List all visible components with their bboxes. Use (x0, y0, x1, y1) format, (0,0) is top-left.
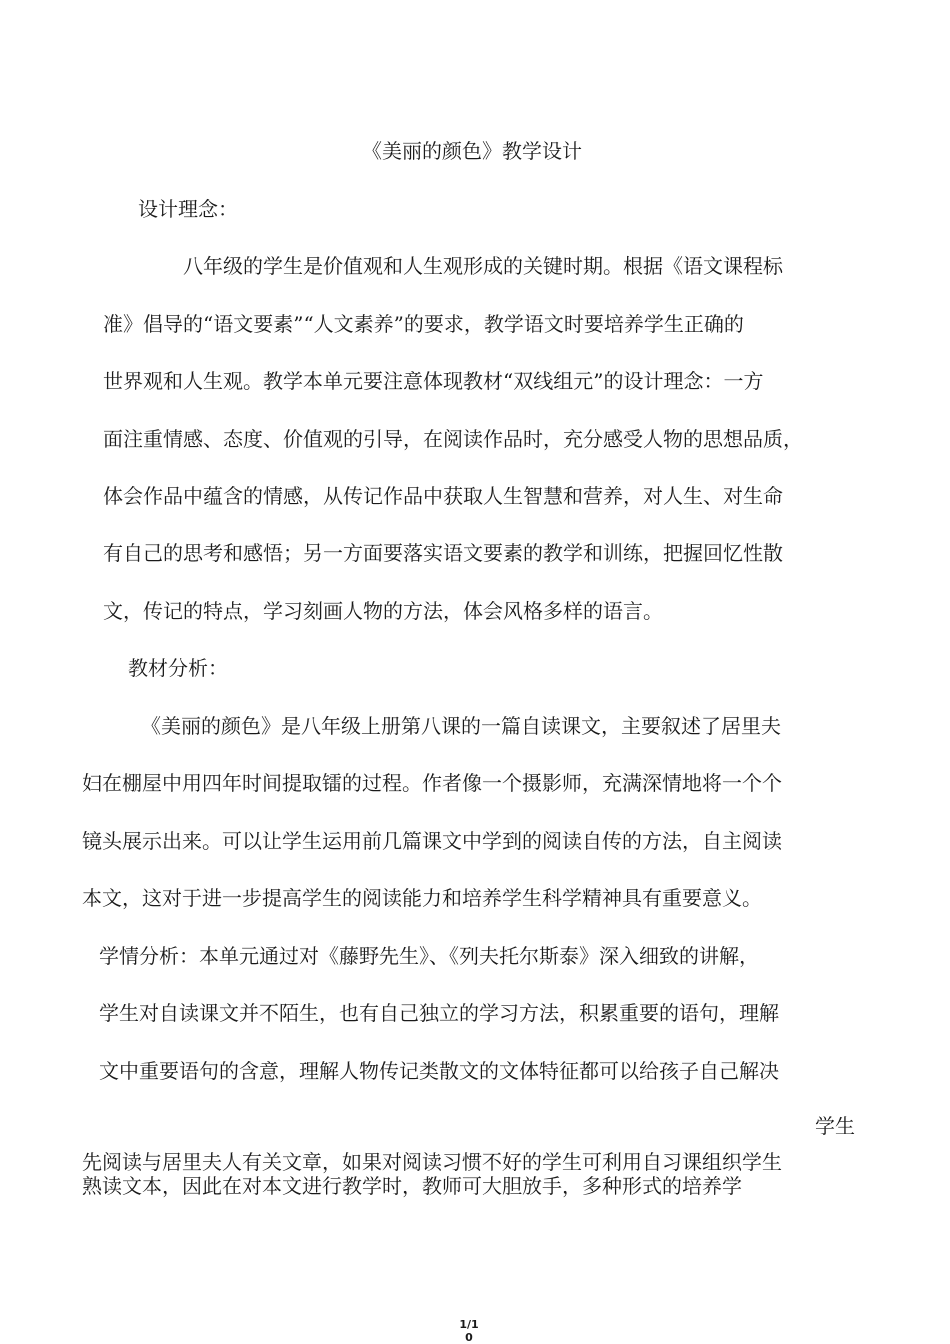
textbook-analysis-heading: 教材分析： (128, 656, 228, 680)
paragraph-line: 准》倡导的“语文要素”“人文素养”的要求，教学语文时要培养学生正确的 (103, 312, 744, 336)
paragraph-line: 面注重情感、态度、价值观的引导，在阅读作品时，充分感受人物的思想品质， (103, 427, 803, 451)
trailing-word: 学生 (815, 1114, 855, 1138)
document-title: 《美丽的颜色》教学设计 (362, 139, 582, 163)
paragraph-line: 体会作品中蕴含的情感，从传记作品中获取人生智慧和营养，对人生、对生命 (103, 484, 783, 508)
paragraph-line: 镜头展示出来。可以让学生运用前几篇课文中学到的阅读自传的方法，自主阅读 (82, 829, 782, 853)
paragraph-line: 先阅读与居里夫人有关文章，如果对阅读习惯不好的学生可利用自习课组织学生 (82, 1150, 782, 1174)
page-number: 1/10 (459, 1318, 479, 1344)
paragraph-line: 世界观和人生观。教学本单元要注意体现教材“双线组元”的设计理念：一方 (103, 369, 764, 393)
paragraph-line: 本文，这对于进一步提高学生的阅读能力和培养学生科学精神具有重要意义。 (82, 886, 762, 910)
paragraph-line: 八年级的学生是价值观和人生观形成的关键时期。根据《语文课程标 (183, 254, 783, 278)
paragraph-line: 文，传记的特点，学习刻画人物的方法，体会风格多样的语言。 (103, 599, 663, 623)
paragraph-line: 《美丽的颜色》是八年级上册第八课的一篇自读课文，主要叙述了居里夫 (141, 714, 781, 738)
learner-analysis-line: 学情分析：本单元通过对《藤野先生》、《列夫托尔斯泰》深入细致的讲解， (99, 944, 759, 968)
paragraph-line: 学生对自读课文并不陌生，也有自己独立的学习方法，积累重要的语句，理解 (99, 1001, 779, 1025)
paragraph-line: 有自己的思考和感悟；另一方面要落实语文要素的教学和训练，把握回忆性散 (103, 541, 783, 565)
paragraph-line: 文中重要语句的含意，理解人物传记类散文的文体特征都可以给孩子自己解决 (99, 1059, 779, 1083)
paragraph-line: 熟读文本，因此在对本文进行教学时，教师可大胆放手，多种形式的培养学 (82, 1174, 742, 1198)
design-philosophy-heading: 设计理念： (138, 197, 238, 221)
paragraph-line: 妇在棚屋中用四年时间提取镭的过程。作者像一个摄影师，充满深情地将一个个 (82, 771, 782, 795)
